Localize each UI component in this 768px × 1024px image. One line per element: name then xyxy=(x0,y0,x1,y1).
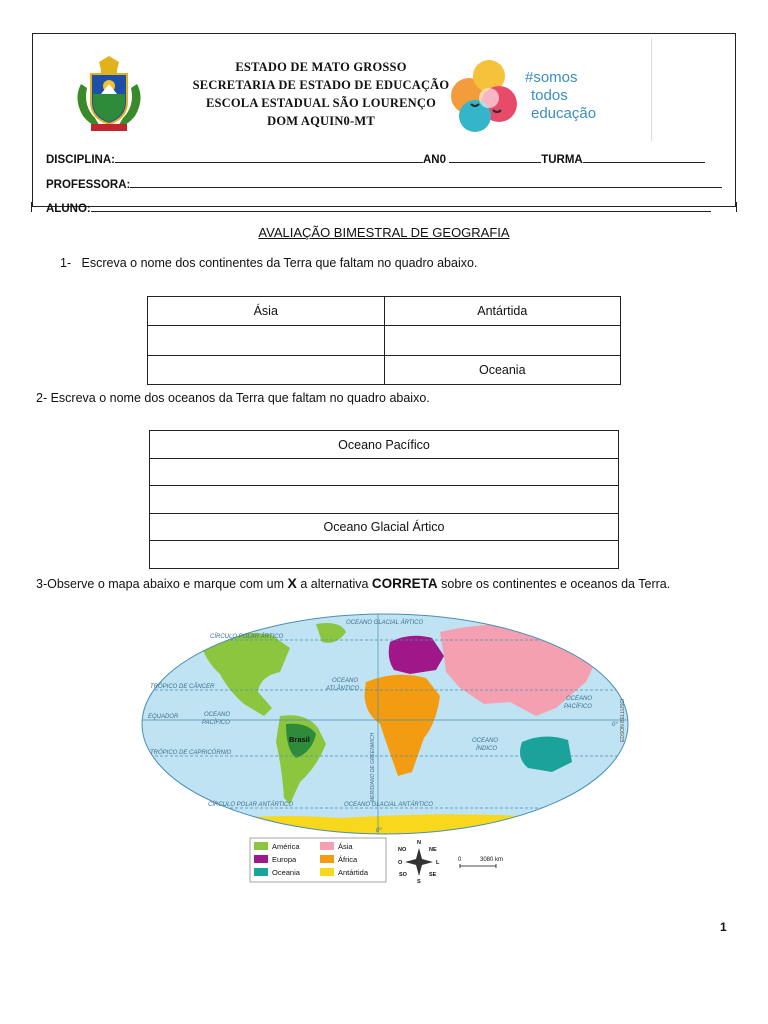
somos-todos-educacao-logo xyxy=(441,46,651,142)
school-line-4: DOM AQUIN0-MT xyxy=(267,114,375,128)
map-label-atlantic-2: ATLÂNTICO xyxy=(326,686,360,692)
aluno-row xyxy=(46,200,711,215)
legend-label: Oceania xyxy=(272,868,300,877)
disciplina-row xyxy=(46,151,705,166)
question-2: 2- Escreva o nome dos oceanos da Terra que faltam no quadro abaixo. xyxy=(36,391,430,405)
continents-table xyxy=(147,296,621,385)
turma-field[interactable] xyxy=(583,151,705,163)
continents-answer-cell[interactable] xyxy=(148,356,385,385)
legend-swatch xyxy=(254,868,268,876)
aluno-field[interactable] xyxy=(91,200,711,212)
oceans-answer-cell[interactable] xyxy=(150,459,619,486)
logo-line-somos: #somos xyxy=(525,69,578,86)
legend-label: Antártida xyxy=(338,868,369,877)
scale-start: 0 xyxy=(458,857,462,863)
compass-se: SE xyxy=(429,872,437,878)
question-3-x-mark: X xyxy=(287,575,297,591)
question-1-number: 1- xyxy=(60,256,72,270)
continents-answer-cell[interactable] xyxy=(148,326,385,356)
coat-of-arms-logo xyxy=(71,54,147,134)
legend-swatch xyxy=(254,855,268,863)
continents-cell: Ásia xyxy=(148,297,385,326)
professora-row xyxy=(46,176,722,191)
professora-label: PROFESSORA: xyxy=(46,179,131,191)
map-label-cancer: TRÓPICO DE CÂNCER xyxy=(150,684,215,690)
map-label-pacific-e-1: OCEANO xyxy=(566,696,593,702)
map-label-indian-1: OCEANO xyxy=(472,738,499,744)
map-label-arctic-circle: CÍRCULO POLAR ÁRTICO xyxy=(210,634,284,640)
compass-s: S xyxy=(417,879,421,884)
question-1-text: Escreva o nome dos continentes da Terra que faltam no quadro abaixo. xyxy=(81,256,478,270)
map-label-arctic-ocean: OCEANO GLACIAL ÁRTICO xyxy=(346,620,424,626)
disciplina-label: DISCIPLINA: xyxy=(46,154,115,166)
oceans-cell: Oceano Pacífico xyxy=(150,431,619,459)
ano-label: AN0 xyxy=(423,154,447,166)
map-label-greenwich: MERIDIANO DE GREENWICH xyxy=(370,732,376,802)
compass-l: L xyxy=(436,860,440,866)
professora-field[interactable] xyxy=(130,176,722,188)
school-line-1: ESTADO DE MATO GROSSO xyxy=(235,60,407,74)
map-label-atlantic-1: OCEANO xyxy=(332,678,359,684)
map-label-brasil: Brasil xyxy=(289,735,310,744)
map-label-antarctic-ocean: OCEANO GLACIAL ANTÁRTICO xyxy=(344,802,433,808)
map-label-pacific-e-2: PACÍFICO xyxy=(564,704,592,710)
question-3-correct: CORRETA xyxy=(371,576,438,591)
map-label-antarctic-circle: CÍRCULO POLAR ANTÁRTICO xyxy=(208,802,294,808)
map-label-indian-2: ÍNDICO xyxy=(476,746,497,752)
map-legend xyxy=(250,838,386,882)
question-3-text-middle: a alternativa xyxy=(296,577,372,591)
page-title: AVALIAÇÃO BIMESTRAL DE GEOGRAFIA xyxy=(258,225,510,240)
page-number: 1 xyxy=(720,920,727,934)
ano-field[interactable] xyxy=(449,151,541,163)
question-3-text-after: sobre os continentes e oceanos da Terra. xyxy=(437,577,671,591)
question-1 xyxy=(60,256,477,270)
oceans-answer-cell[interactable] xyxy=(150,486,619,514)
aluno-label: ALUNO: xyxy=(46,203,91,215)
continents-cell: Antártida xyxy=(384,297,621,326)
legend-swatch xyxy=(320,868,334,876)
legend-swatch xyxy=(320,842,334,850)
legend-label: Europa xyxy=(272,855,297,864)
map-label-pacific-w-1: OCEANO xyxy=(204,712,231,718)
oceans-answer-cell[interactable] xyxy=(150,541,619,569)
school-line-2: SECRETARIA DE ESTADO DE EDUCAÇÃO xyxy=(192,78,450,92)
map-scale xyxy=(458,857,503,868)
map-label-zero-right: 0° xyxy=(612,722,618,728)
compass-no: NO xyxy=(398,847,407,853)
map-credit: EDSON BELLUSCI xyxy=(620,698,626,742)
question-3-text-before: 3-Observe o mapa abaixo e marque com um xyxy=(36,577,288,591)
legend-swatch xyxy=(254,842,268,850)
continents-answer-cell[interactable] xyxy=(384,326,621,356)
continents-cell: Oceania xyxy=(384,356,621,385)
scale-end: 3080 km xyxy=(480,857,504,863)
turma-label: TURMA xyxy=(541,154,583,166)
legend-label: Ásia xyxy=(338,842,353,851)
school-line-3: ESCOLA ESTADUAL SÃO LOURENÇO xyxy=(205,96,437,110)
world-map xyxy=(140,612,630,884)
compass-n: N xyxy=(417,840,421,846)
compass-so: SO xyxy=(399,872,407,878)
map-label-pacific-w-2: PACÍFICO xyxy=(202,720,230,726)
compass-ne: NE xyxy=(429,847,437,853)
oceans-table xyxy=(149,430,619,569)
compass-o: O xyxy=(398,860,403,866)
logo-line-todos: todos xyxy=(531,87,568,104)
map-label-equator: EQUADOR xyxy=(148,714,179,720)
oceans-cell: Oceano Glacial Ártico xyxy=(150,514,619,541)
legend-swatch xyxy=(320,855,334,863)
legend-label: América xyxy=(272,842,300,851)
legend-label: África xyxy=(338,855,358,864)
compass-rose-icon xyxy=(398,840,440,884)
question-3 xyxy=(36,575,670,591)
map-label-capricorn: TRÓPICO DE CAPRICÓRNIO xyxy=(150,750,232,756)
logo-line-educacao: educação xyxy=(531,105,597,122)
map-label-zero-bottom: 0° xyxy=(376,828,382,834)
disciplina-field[interactable] xyxy=(115,151,423,163)
